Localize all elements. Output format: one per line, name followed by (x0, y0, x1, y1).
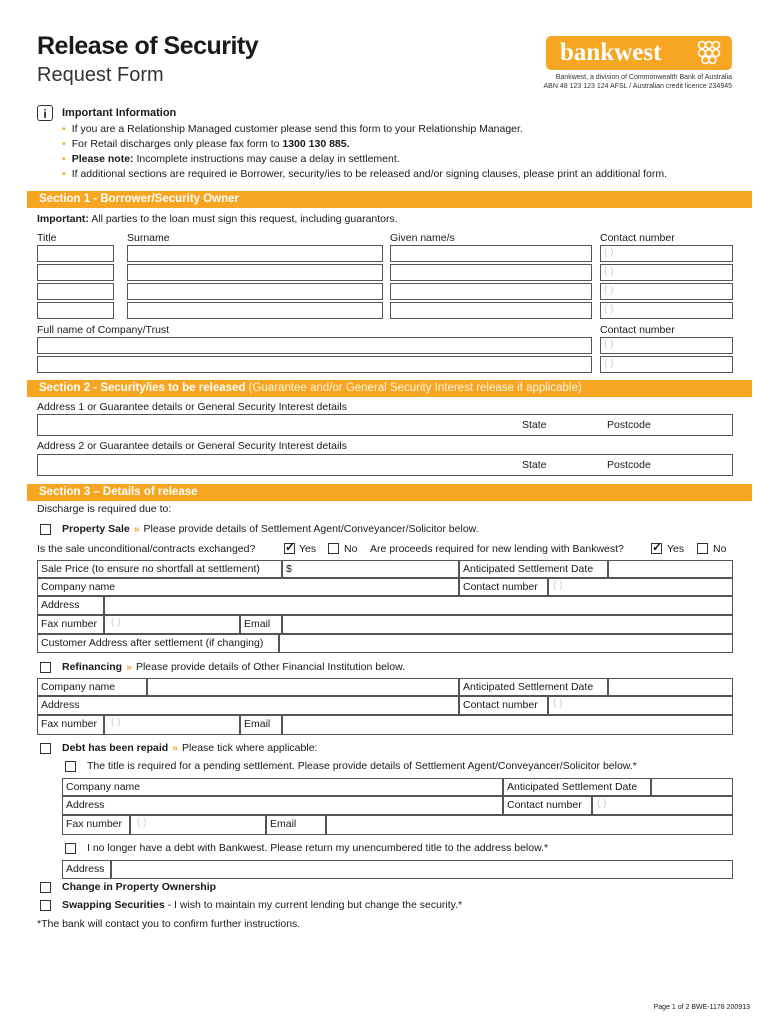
address-1-label: Address 1 or Guarantee details or General Security Interest details (37, 401, 347, 413)
customer-address-field[interactable] (279, 634, 733, 653)
debt-repaid-label: Debt has been repaid » Please tick where applicable: (62, 742, 318, 754)
company-name-label-1: Company name (37, 578, 459, 596)
proceeds-no-label: No (713, 543, 727, 555)
contact-field-2[interactable]: ( ) (600, 264, 733, 281)
title-field-3[interactable] (37, 283, 114, 300)
info-title: Important Information (62, 107, 177, 119)
refinancing-checkbox[interactable] (40, 662, 51, 673)
company-name-field-2[interactable] (147, 678, 459, 696)
proceeds-yes-checkbox[interactable] (651, 543, 662, 554)
proceeds-yes-label: Yes (667, 543, 685, 555)
customer-address-label: Customer Address after settlement (if changing) (37, 634, 279, 653)
company-contact-label: Contact number (600, 324, 675, 336)
address-2-label: Address 2 or Guarantee details or General Security Interest details (37, 440, 347, 452)
contact-number-label-3: Contact number (503, 796, 592, 815)
title-field-1[interactable] (37, 245, 114, 262)
logo-text: bankwest (560, 39, 662, 66)
fax-number-field-1[interactable]: ( ) (104, 615, 240, 634)
address-2-field[interactable] (37, 454, 733, 476)
email-field-3[interactable] (326, 815, 733, 835)
info-bullet-1: • If you are a Relationship Managed customer please send this form to your Relationship Manager. (62, 123, 523, 135)
logo-mark-icon (696, 39, 722, 66)
address-label-1: Address (37, 596, 104, 615)
col-contact-label: Contact number (600, 232, 675, 244)
title-field-2[interactable] (37, 264, 114, 281)
surname-field-2[interactable] (127, 264, 383, 281)
contact-note: *The bank will contact you to confirm further instructions. (37, 918, 301, 930)
no-longer-debt-label: I no longer have a debt with Bankwest. Please return my unencumbered title to the address below.* (87, 842, 549, 854)
contact-field-1[interactable]: ( ) (600, 245, 733, 262)
info-bullet-4: • If additional sections are required ie Borrower, security/ies to be released and/or signing clauses, please print an additional form. (62, 168, 668, 180)
address-field-1[interactable] (104, 596, 733, 615)
anticipated-date-field-3[interactable] (651, 778, 733, 796)
anticipated-date-label-3: Anticipated Settlement Date (503, 778, 651, 796)
discharge-label: Discharge is required due to: (37, 503, 172, 515)
col-title-label: Title (37, 232, 57, 244)
unconditional-no-checkbox[interactable] (328, 543, 339, 554)
contact-field-3[interactable]: ( ) (600, 283, 733, 300)
state-label-2: State (522, 459, 547, 471)
contact-number-field-2[interactable]: ( ) (548, 696, 733, 715)
swapping-securities-label: Swapping Securities - I wish to maintain my current lending but change the security.* (62, 899, 463, 911)
address-label-2: Address (37, 696, 459, 715)
swapping-securities-checkbox[interactable] (40, 900, 51, 911)
title-field-4[interactable] (37, 302, 114, 319)
title-required-label: The title is required for a pending settlement. Please provide details of Settlement Agent/Conveyancer/Solicitor below.* (87, 760, 637, 772)
sale-price-label: Sale Price (to ensure no shortfall at settlement) (37, 560, 282, 578)
unconditional-question: Is the sale unconditional/contracts exchanged? (37, 543, 256, 555)
company-name-label-3: Company name (62, 778, 503, 796)
section-2-header: Section 2 - Security/ies to be released (Guarantee and/or General Security Interest release if applicable) (27, 380, 752, 397)
email-label-3: Email (266, 815, 326, 835)
given-name-field-4[interactable] (390, 302, 592, 319)
debt-repaid-checkbox[interactable] (40, 743, 51, 754)
given-name-field-2[interactable] (390, 264, 592, 281)
state-label-1: State (522, 419, 547, 431)
contact-number-field-3[interactable]: ( ) (592, 796, 733, 815)
fax-number-field-3[interactable]: ( ) (130, 815, 266, 835)
company-trust-label: Full name of Company/Trust (37, 324, 170, 336)
surname-field-3[interactable] (127, 283, 383, 300)
surname-field-1[interactable] (127, 245, 383, 262)
no-longer-debt-checkbox[interactable] (65, 843, 76, 854)
company-trust-field-1[interactable] (37, 337, 592, 354)
postcode-label-2: Postcode (607, 459, 651, 471)
property-sale-label: Property Sale » Please provide details of Settlement Agent/Conveyancer/Solicitor below. (62, 523, 479, 535)
sale-price-field[interactable]: $ (282, 560, 459, 578)
title-required-checkbox[interactable] (65, 761, 76, 772)
chevron-right-icon: » (172, 742, 179, 754)
s1-important-note: Important: All parties to the loan must sign this request, including guarantors. (37, 213, 398, 225)
unconditional-yes-checkbox[interactable] (284, 543, 295, 554)
page-footer: Page 1 of 2 BWE-1178 200913 (653, 1004, 750, 1011)
bankwest-logo (546, 36, 732, 70)
chevron-right-icon: » (133, 523, 140, 535)
email-field-1[interactable] (282, 615, 733, 634)
address-label-3: Address (62, 796, 503, 815)
contact-number-field-1[interactable]: ( ) (548, 578, 733, 596)
col-surname-label: Surname (127, 232, 170, 244)
page-title: Release of Security (37, 32, 259, 60)
given-name-field-1[interactable] (390, 245, 592, 262)
postcode-label-1: Postcode (607, 419, 651, 431)
col-given-label: Given name/s (390, 232, 455, 244)
refinancing-label: Refinancing » Please provide details of Other Financial Institution below. (62, 661, 406, 673)
section-1-header: Section 1 - Borrower/Security Owner (27, 191, 752, 208)
bank-entity-line: Bankwest, a division of Commonwealth Bank of Australia (555, 74, 732, 81)
contact-number-label-2: Contact number (459, 696, 548, 715)
fax-number-label-3: Fax number (62, 815, 130, 835)
anticipated-date-label-2: Anticipated Settlement Date (459, 678, 608, 696)
proceeds-no-checkbox[interactable] (697, 543, 708, 554)
company-name-label-2: Company name (37, 678, 147, 696)
fax-number-label-1: Fax number (37, 615, 104, 634)
anticipated-date-field-1[interactable] (608, 560, 733, 578)
given-name-field-3[interactable] (390, 283, 592, 300)
info-bullet-2: • For Retail discharges only please fax form to 1300 130 885. (62, 138, 350, 150)
property-sale-checkbox[interactable] (40, 524, 51, 535)
bank-abn-line: ABN 48 123 123 124 AFSL / Australian credit licence 234945 (543, 83, 732, 90)
email-label-1: Email (240, 615, 282, 634)
unconditional-no-label: No (344, 543, 358, 555)
surname-field-4[interactable] (127, 302, 383, 319)
fax-number-label-2: Fax number (37, 715, 104, 735)
email-field-2[interactable] (282, 715, 733, 735)
contact-field-4[interactable]: ( ) (600, 302, 733, 319)
change-ownership-label: Change in Property Ownership (62, 881, 217, 893)
address-label-4: Address (62, 860, 111, 879)
info-icon: i (37, 105, 53, 121)
contact-number-label-1: Contact number (459, 578, 548, 596)
change-ownership-checkbox[interactable] (40, 882, 51, 893)
chevron-right-icon: » (126, 661, 132, 673)
fax-number-field-2[interactable]: ( ) (104, 715, 240, 735)
proceeds-question: Are proceeds required for new lending with Bankwest? (370, 543, 624, 555)
company-trust-field-2[interactable] (37, 356, 592, 373)
email-label-2: Email (240, 715, 282, 735)
page-subtitle: Request Form (37, 64, 164, 86)
info-bullet-3: • Please note: Incomplete instructions may cause a delay in settlement. (62, 153, 400, 165)
company-contact-field-2[interactable]: ( ) (600, 356, 733, 373)
anticipated-date-field-2[interactable] (608, 678, 733, 696)
address-field-4[interactable] (111, 860, 733, 879)
section-3-header: Section 3 – Details of release (27, 484, 752, 501)
anticipated-date-label-1: Anticipated Settlement Date (459, 560, 608, 578)
company-contact-field-1[interactable]: ( ) (600, 337, 733, 354)
unconditional-yes-label: Yes (299, 543, 317, 555)
address-1-field[interactable] (37, 414, 733, 436)
